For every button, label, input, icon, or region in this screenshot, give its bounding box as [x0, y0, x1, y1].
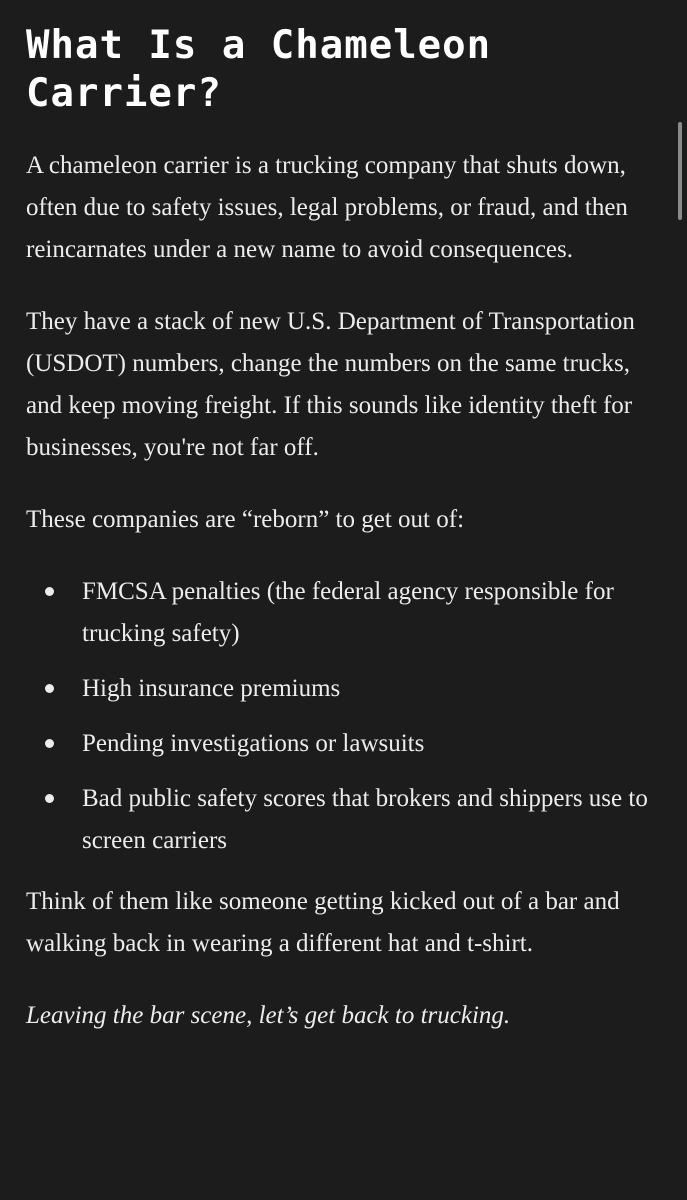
list-item-text: High insurance premiums: [82, 675, 341, 702]
paragraph-usdot: They have a stack of new U.S. Department of Transportation (USDOT) numbers, change the numbers on the same trucks, and keep moving freight. If this sounds like identity theft for businesses, you're not far off.: [26, 308, 635, 461]
article-title: What Is a Chameleon Carrier?: [26, 23, 492, 116]
bullet-icon: [45, 739, 54, 748]
paragraph-bar-analogy: Think of them like someone getting kicked out of a bar and walking back in wearing a different hat and t-shirt.: [26, 888, 620, 957]
list-item: [26, 571, 666, 655]
reasons-list: [26, 571, 666, 862]
paragraph-definition: A chameleon carrier is a trucking company that shuts down, often due to safety issues, legal problems, or fraud, and then reincarnates under a new name to avoid consequences.: [26, 152, 628, 263]
list-item: [26, 668, 666, 710]
scrollbar-thumb[interactable]: [678, 122, 682, 220]
paragraph-reborn-intro: These companies are “reborn” to get out of:: [26, 506, 465, 533]
list-item: [26, 723, 666, 765]
list-item-text: FMCSA penalties (the federal agency responsible for trucking safety): [82, 578, 614, 647]
list-item-text: Pending investigations or lawsuits: [82, 730, 425, 757]
bullet-icon: [45, 587, 54, 596]
list-item: [26, 778, 666, 862]
article: [26, 22, 666, 1067]
list-item-text: Bad public safety scores that brokers and shippers use to screen carriers: [82, 785, 648, 854]
bullet-icon: [45, 794, 54, 803]
bullet-icon: [45, 684, 54, 693]
paragraph-transition: Leaving the bar scene, let’s get back to trucking.: [26, 1002, 511, 1029]
